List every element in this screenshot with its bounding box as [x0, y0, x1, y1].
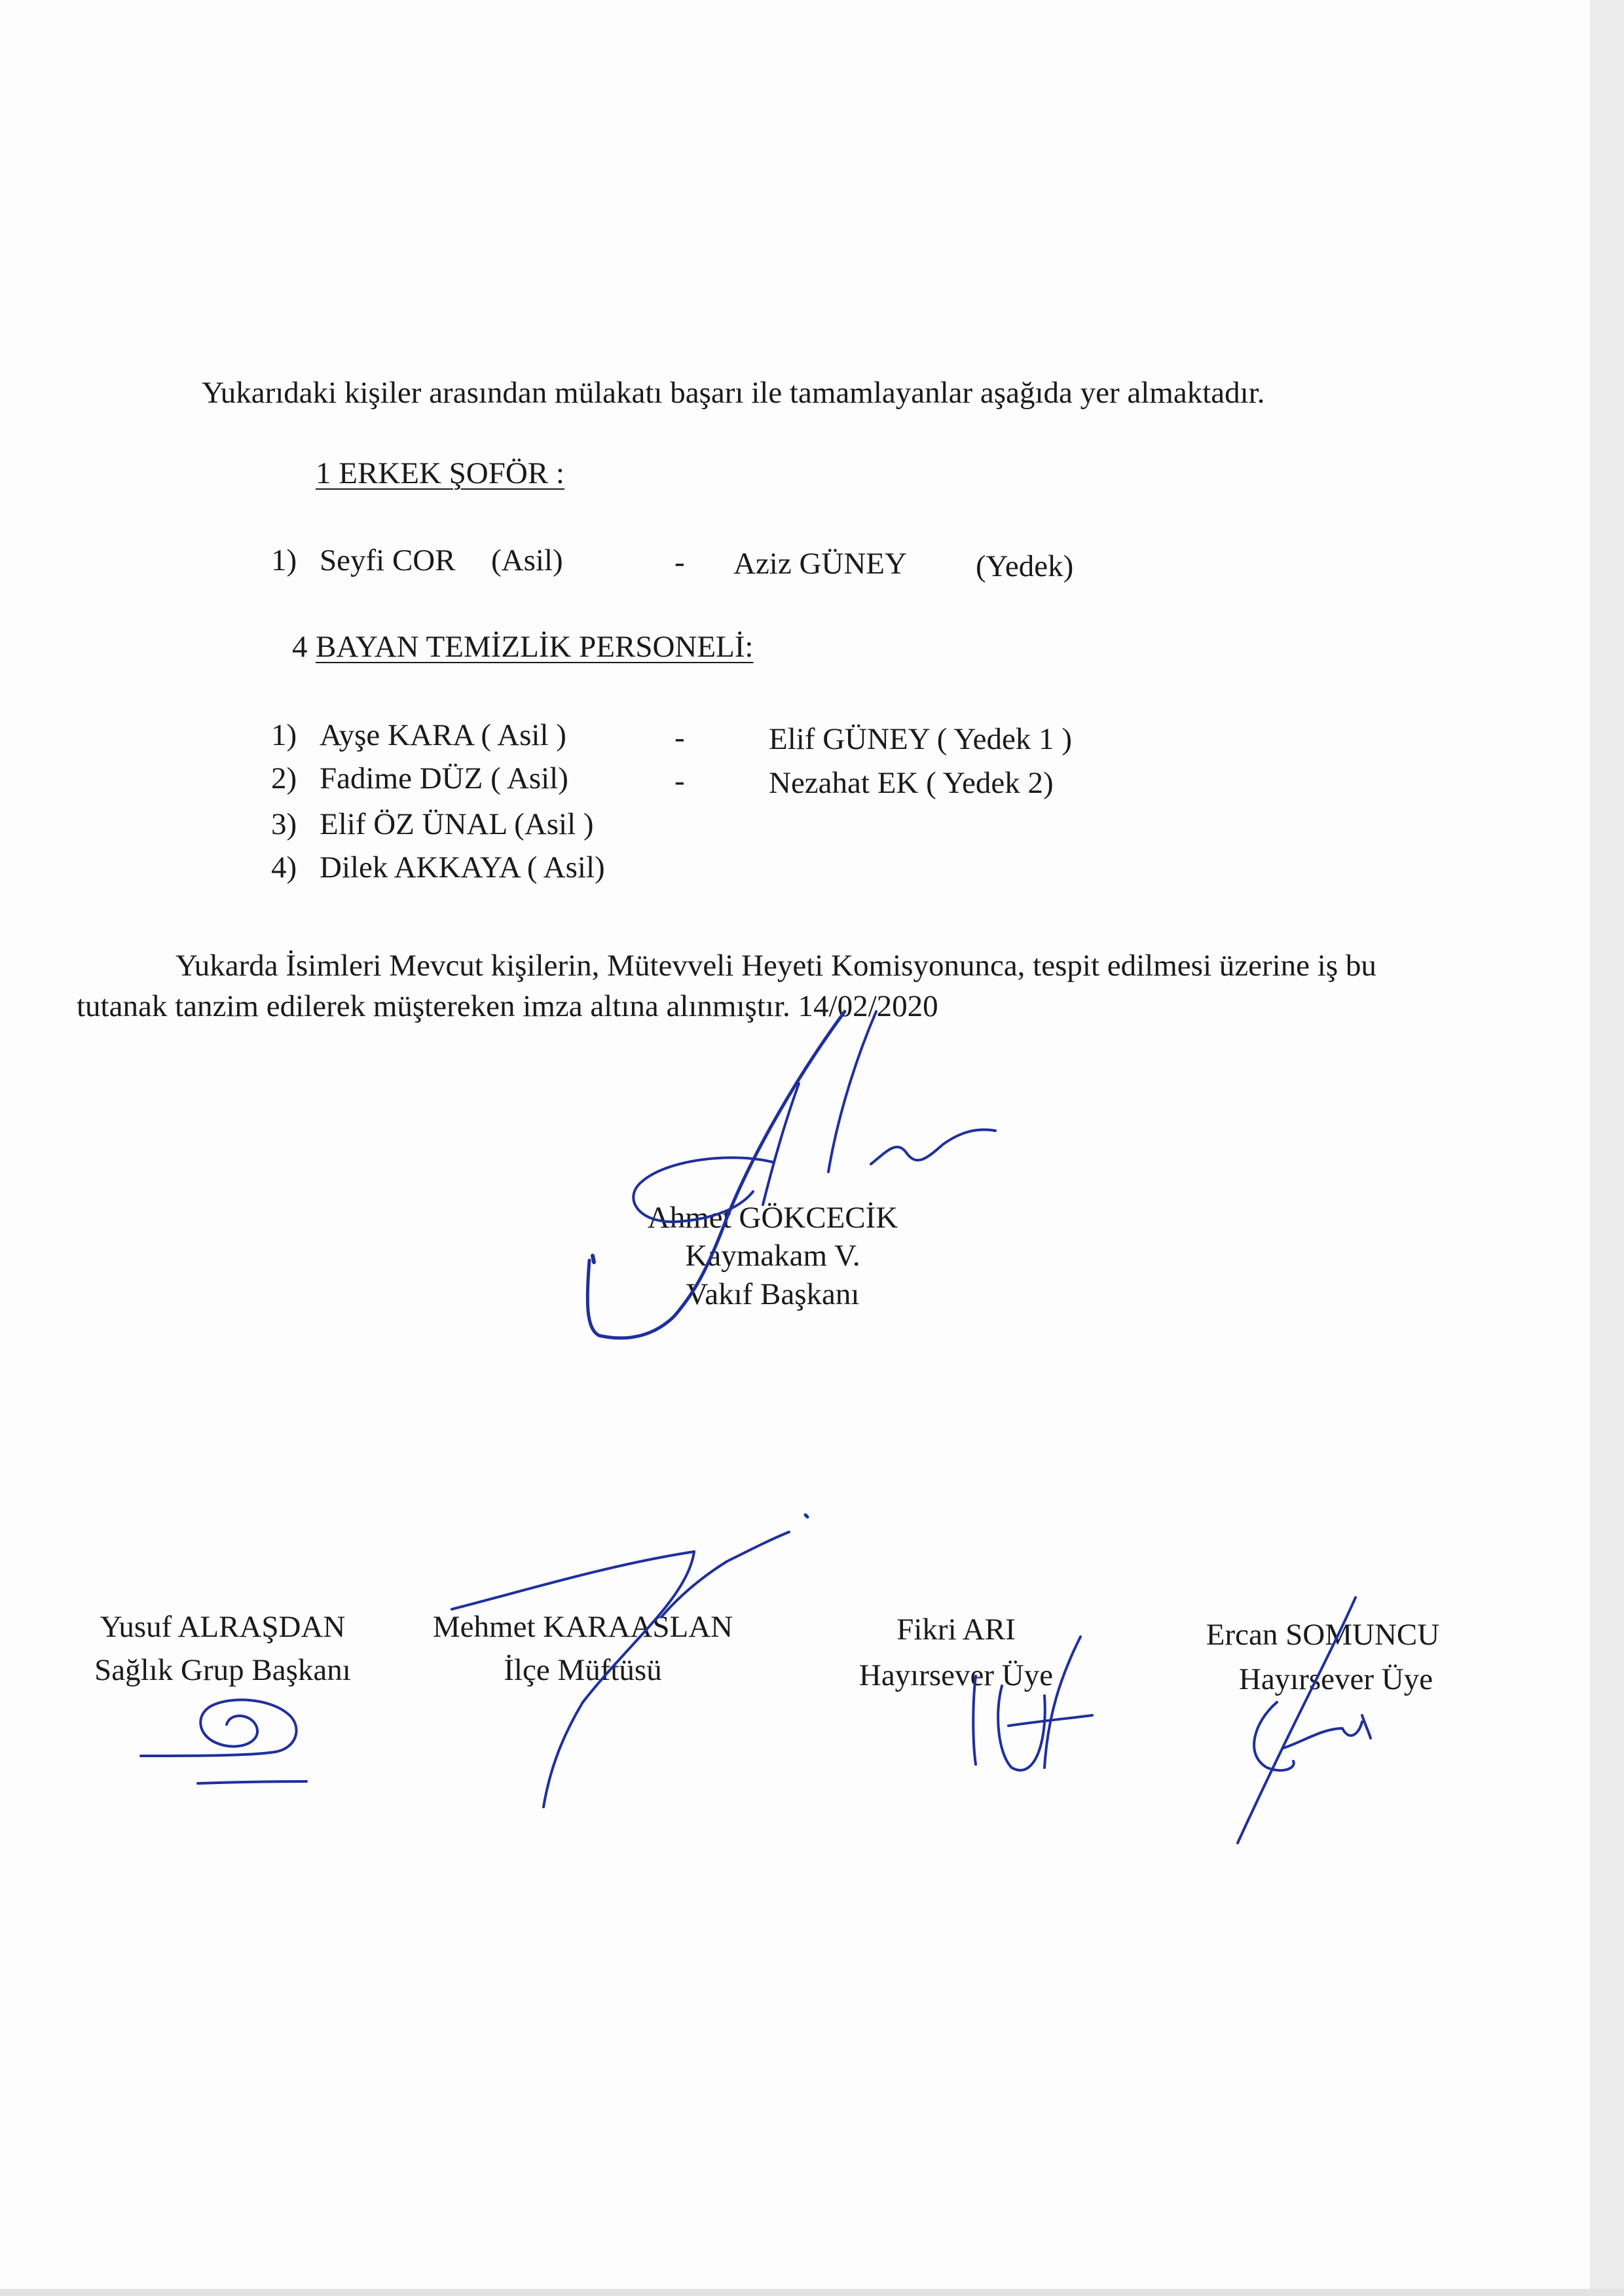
candidate-name: Seyfi COR [320, 543, 456, 577]
signatory-title: Sağlık Grup Başkanı [94, 1653, 351, 1687]
signatory-title: Kaymakam V. [685, 1239, 860, 1273]
signatory-title: Hayırsever Üye [858, 1658, 1054, 1692]
closing-line-2: tutanak tanzim edilerek müştereken imza altına alınmıştır. 14/02/2020 [77, 989, 938, 1023]
cleaning-heading-number: 4 [292, 630, 308, 664]
row-number: 1) [271, 718, 297, 752]
row-number: 1) [271, 543, 297, 577]
row-dash: - [674, 721, 685, 755]
candidate-name: Ayşe KARA ( Asil ) [320, 718, 566, 752]
closing-line-1: Yukarda İsimleri Mevcut kişilerin, Mütevveli Heyeti Komisyonunca, tespit edilmesi üzerine iş bu [175, 949, 1376, 983]
row-dash: - [674, 764, 685, 798]
cleaning-heading-text: BAYAN TEMİZLİK PERSONELİ: [316, 630, 754, 664]
candidate-name: Dilek AKKAYA ( Asil) [320, 850, 605, 884]
alternate-name: Elif GÜNEY ( Yedek 1 ) [769, 722, 1072, 756]
signatory-title: İlçe Müftüsü [504, 1653, 662, 1687]
signatory-name: Yusuf ALRAŞDAN [100, 1610, 346, 1644]
scan-edge-bottom [0, 2289, 1624, 2296]
intro-text: Yukarıdaki kişiler arasından mülakatı başarı ile tamamlayanlar aşağıda yer almaktadır. [202, 376, 1265, 410]
candidate-name: Fadime DÜZ ( Asil) [320, 761, 568, 795]
row-dash: - [674, 545, 685, 579]
signatory-name: Ahmet GÖKCECİK [647, 1201, 898, 1235]
driver-heading: 1 ERKEK ŞOFÖR : [316, 456, 564, 490]
candidate-status: (Asil) [491, 543, 563, 577]
signatory-name: Mehmet KARAASLAN [432, 1610, 733, 1644]
row-number: 3) [271, 807, 297, 841]
row-number: 4) [271, 850, 297, 884]
row-number: 2) [271, 761, 297, 795]
signatory-name: Fikri ARI [896, 1613, 1016, 1647]
alternate-name: Aziz GÜNEY [733, 547, 907, 581]
signatory-name: Ercan SOMUNCU [1206, 1618, 1440, 1652]
alternate-status: (Yedek) [976, 549, 1074, 583]
alternate-name: Nezahat EK ( Yedek 2) [769, 766, 1054, 800]
candidate-name: Elif ÖZ ÜNAL (Asil ) [320, 807, 594, 841]
signatory-title: Hayırsever Üye [1238, 1662, 1433, 1696]
scan-edge-right [1590, 0, 1624, 2296]
signatory-title: Vakıf Başkanı [686, 1277, 860, 1311]
